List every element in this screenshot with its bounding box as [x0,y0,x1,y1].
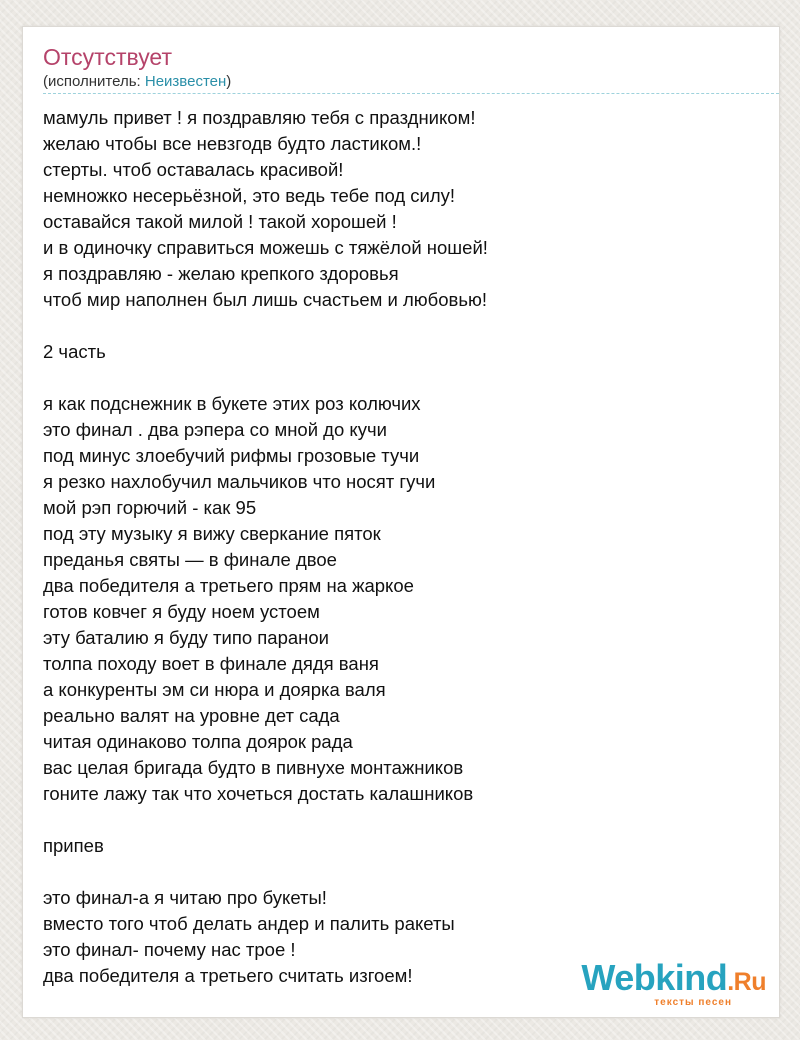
lyric-line: чтоб мир наполнен был лишь счастьем и любовью! [43,289,488,310]
lyric-line: стерты. чтоб оставалась красивой! [43,159,344,180]
lyric-line [43,313,763,339]
lyric-line: это финал- почему нас трое ! [43,939,296,960]
logo-wordmark [581,957,766,1000]
lyric-line: это финал . два рэпера со мной до кучи [43,419,387,440]
lyric-line: толпа походу воет в финале дядя ваня [43,653,379,674]
logo-tld: .Ru [727,968,766,996]
lyric-line [43,859,763,885]
lyrics-card [22,26,780,1018]
lyric-line: преданья святы — в финале двое [43,549,337,570]
logo-name: Webkind [581,957,728,998]
lyric-line: оставайся такой милой ! такой хорошей ! [43,211,397,232]
lyric-line: я резко нахлобучил мальчиков что носят гучи [43,471,436,492]
lyric-line: мамуль привет ! я поздравляю тебя с праздником! [43,107,476,128]
lyric-line: вместо того чтоб делать андер и палить ракеты [43,913,455,934]
logo-tagline: тексты песен [654,997,732,1008]
lyric-line: желаю чтобы все невзгодв будто ластиком.! [43,133,422,154]
lyric-line: и в одиночку справиться можешь с тяжёлой ношей! [43,237,488,258]
lyric-line: припев [43,835,104,856]
artist-prefix: (исполнитель: [43,73,145,90]
lyric-line: два победителя а третьего прям на жаркое [43,575,414,596]
lyric-line: гоните лажу так что хочеться достать калашников [43,783,474,804]
lyric-line: читая одинаково толпа доярок рада [43,731,353,752]
lyrics-text [43,105,763,989]
lyric-line [43,365,763,391]
lyric-line: я как подснежник в букете этих роз колючих [43,393,421,414]
lyric-line [43,807,763,833]
lyric-line: реально валят на уровне дет сада [43,705,340,726]
lyric-line: а конкуренты эм си нюра и доярка валя [43,679,386,700]
lyric-line: 2 часть [43,341,106,362]
divider [43,93,779,94]
site-logo[interactable] [581,957,766,1008]
lyric-line: два победителя а третьего считать изгоем! [43,965,413,986]
lyric-line: я поздравляю - желаю крепкого здоровья [43,263,399,284]
artist-line [43,73,231,91]
artist-link[interactable]: Неизвестен [144,73,227,90]
lyric-line: готов ковчег я буду ноем устоем [43,601,320,622]
lyric-line: немножко несерьёзной, это ведь тебе под силу! [43,185,456,206]
lyric-line: вас целая бригада будто в пивнухе монтажников [43,757,464,778]
lyric-line: это финал-а я читаю про букеты! [43,887,327,908]
lyric-line: под минус злоебучий рифмы грозовые тучи [43,445,420,466]
artist-suffix: ) [226,73,232,90]
lyric-line: мой рэп горючий - как 95 [43,497,257,518]
lyric-line: эту баталию я буду типо паранои [43,627,330,648]
song-title: Отсутствует [43,44,172,70]
lyric-line: под эту музыку я вижу сверкание пяток [43,523,381,544]
